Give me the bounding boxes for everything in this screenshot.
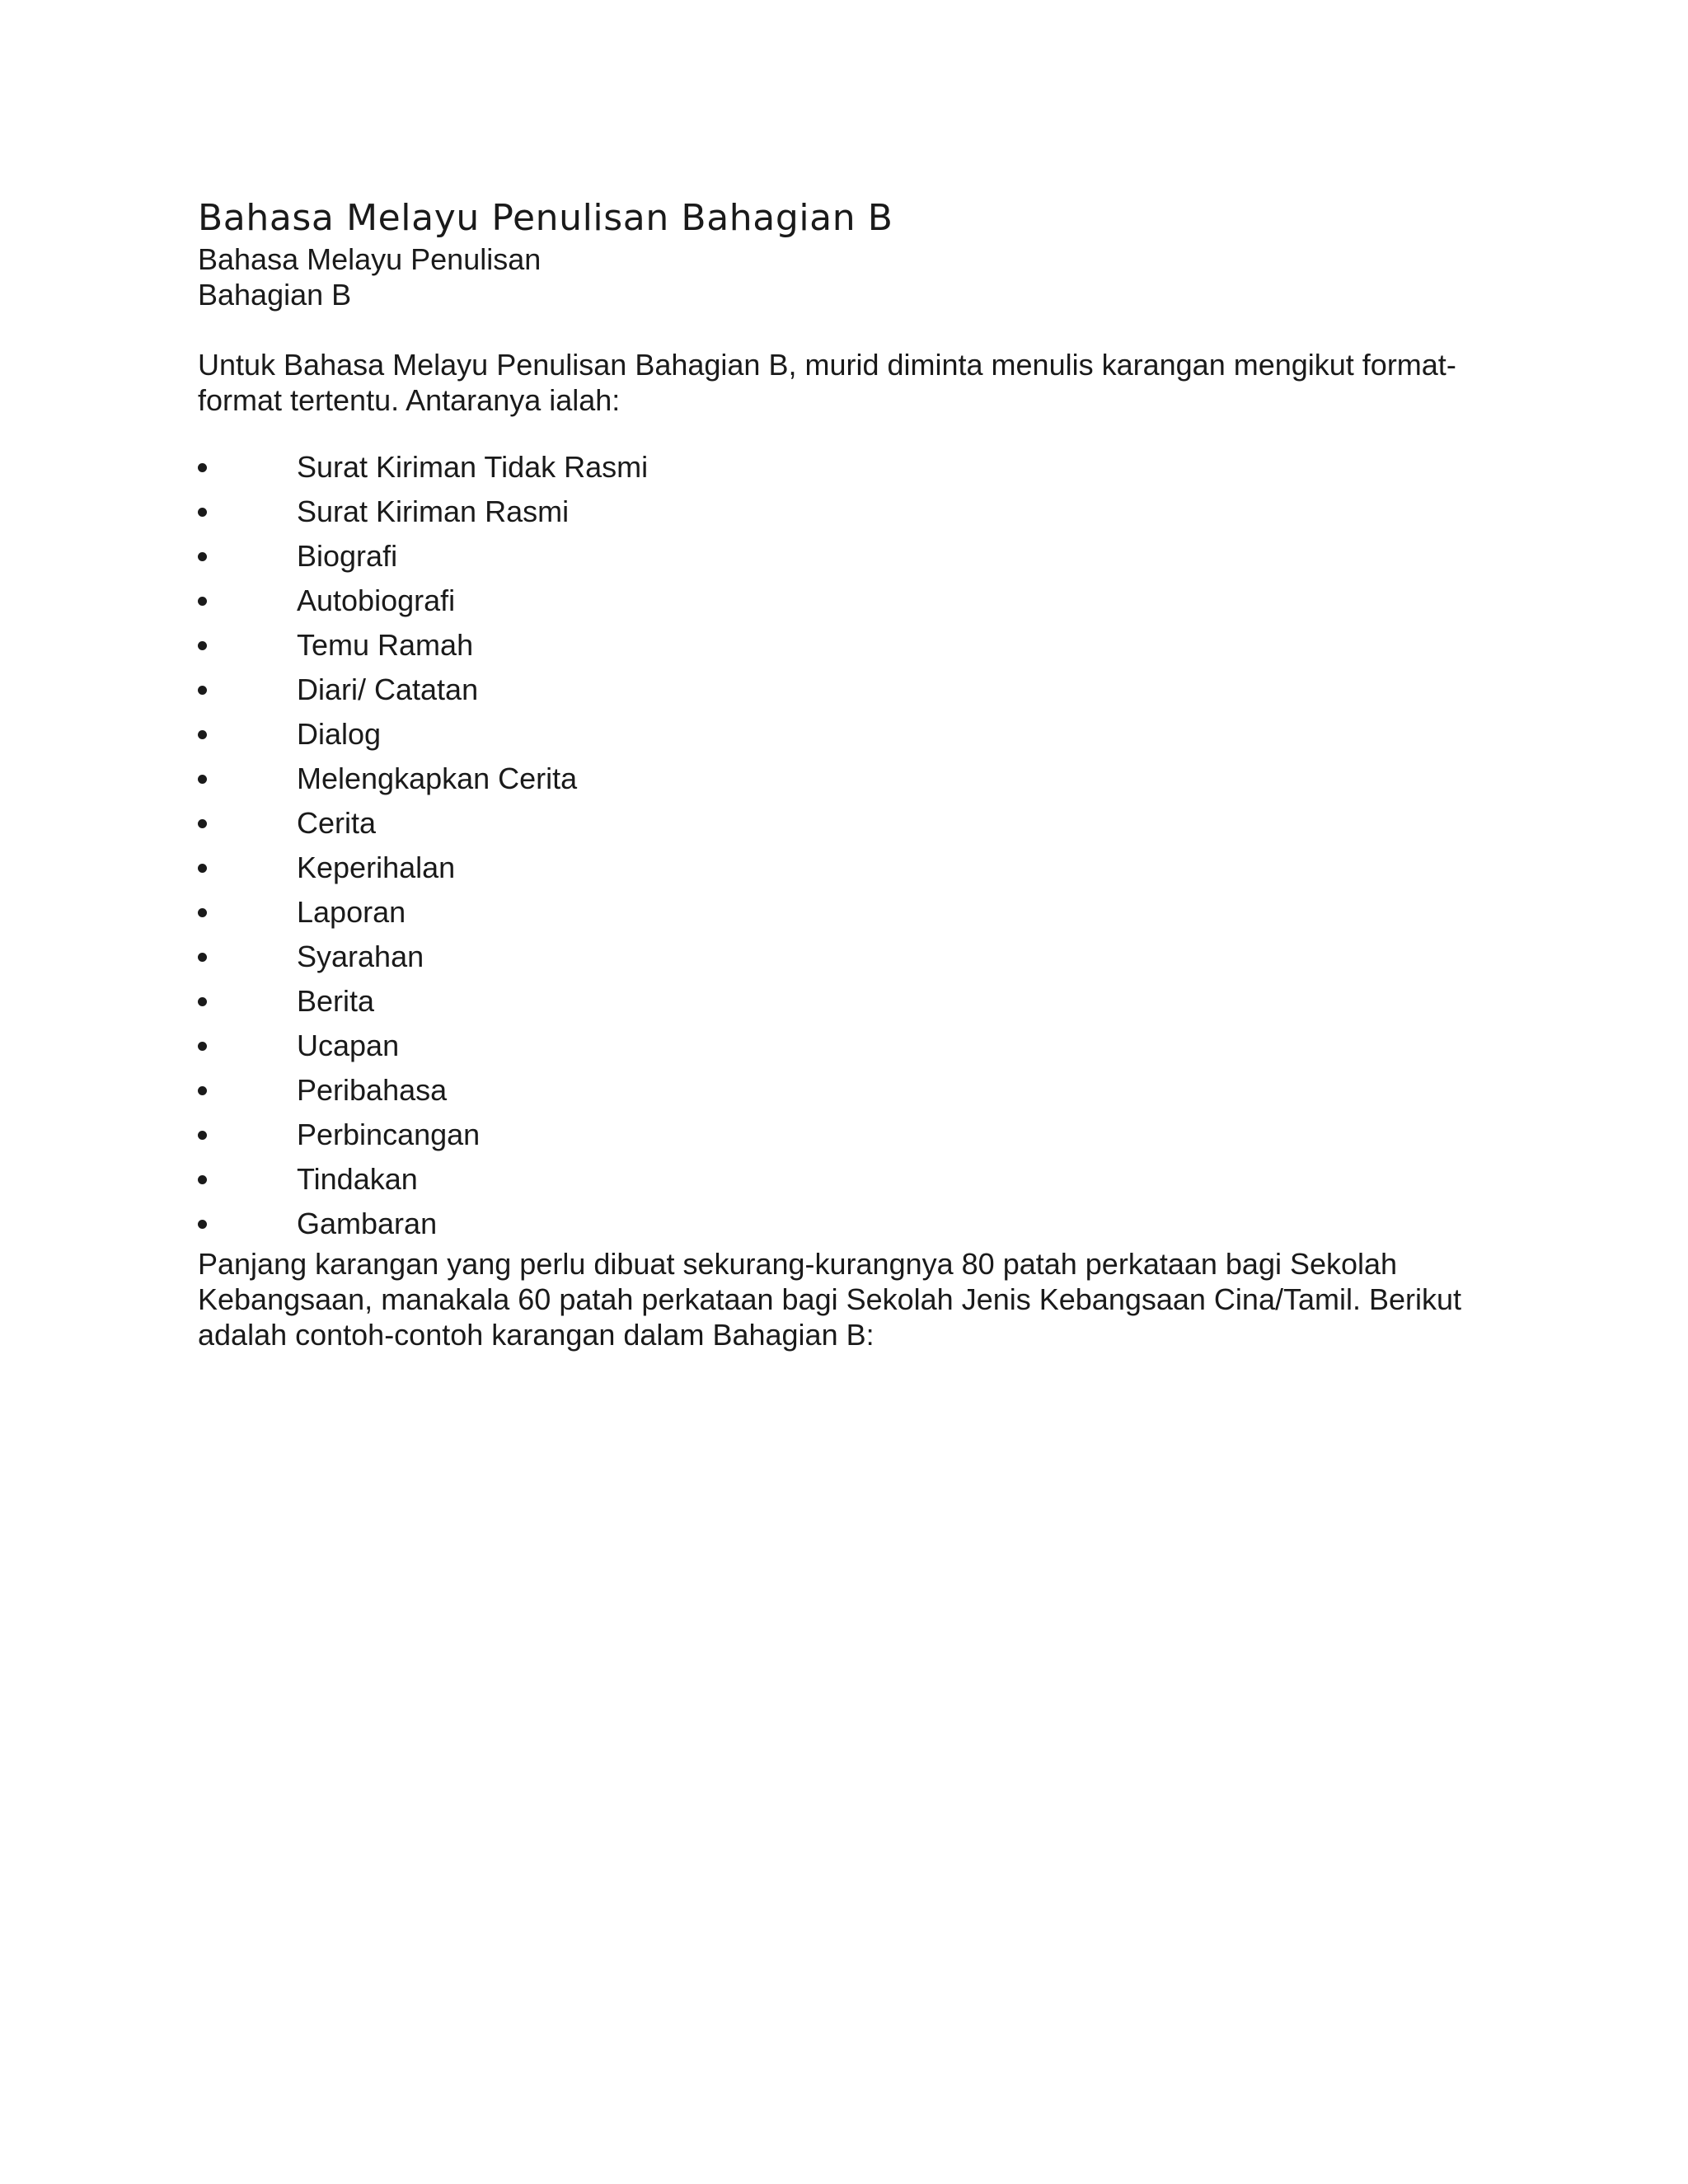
bullet-icon — [198, 819, 207, 828]
bullet-icon — [198, 1220, 207, 1229]
closing-line: adalah contoh-contoh karangan dalam Bahagian B: — [198, 1318, 874, 1352]
list-item-label: Gambaran — [297, 1207, 438, 1240]
bullet-icon — [198, 463, 207, 472]
list-item-label: Cerita — [297, 806, 377, 840]
bullet-icon — [198, 597, 207, 606]
list-item-label: Berita — [297, 984, 375, 1018]
list-item-label: Melengkapkan Cerita — [297, 762, 578, 795]
bullet-icon — [198, 1131, 207, 1140]
bullet-icon — [198, 1175, 207, 1184]
list-item-label: Peribahasa — [297, 1073, 448, 1107]
bullet-icon — [198, 641, 207, 650]
list-item-label: Biografi — [297, 539, 398, 573]
list-item-label: Keperihalan — [297, 851, 456, 884]
list-item-label: Surat Kiriman Rasmi — [297, 494, 570, 528]
bullet-icon — [198, 686, 207, 695]
bullet-icon — [198, 775, 207, 784]
subtitle-line: Bahagian B — [198, 278, 352, 312]
bullet-icon — [198, 908, 207, 917]
subtitle-line: Bahasa Melayu Penulisan — [198, 242, 542, 276]
list-item-label: Diari/ Catatan — [297, 673, 479, 706]
list-item-label: Surat Kiriman Tidak Rasmi — [297, 450, 649, 484]
list-item-label: Laporan — [297, 895, 406, 929]
list-item-label: Tindakan — [297, 1162, 418, 1196]
list-item-label: Autobiografi — [297, 583, 456, 617]
closing-line: Panjang karangan yang perlu dibuat sekurang-kurangnya 80 patah perkataan bagi Sekolah — [198, 1247, 1398, 1281]
intro-paragraph — [198, 347, 1517, 418]
bullet-icon — [198, 953, 207, 962]
subtitle — [198, 241, 541, 312]
bullet-icon — [198, 997, 207, 1006]
bullet-icon — [198, 1086, 207, 1095]
list-item-label: Dialog — [297, 717, 382, 751]
closing-paragraph — [198, 1246, 1533, 1352]
bullet-icon — [198, 864, 207, 873]
list-item-label: Temu Ramah — [297, 628, 474, 662]
bullet-icon — [198, 1042, 207, 1051]
list-item-label: Perbincangan — [297, 1118, 481, 1151]
page-title: Bahasa Melayu Penulisan Bahagian B — [198, 197, 893, 239]
closing-line: Kebangsaan, manakala 60 patah perkataan bagi Sekolah Jenis Kebangsaan Cina/Tamil. Berikut — [198, 1282, 1462, 1316]
list-item-label: Ucapan — [297, 1029, 400, 1062]
list-item-label: Syarahan — [297, 940, 424, 973]
bullet-icon — [198, 508, 207, 517]
bullet-icon — [198, 730, 207, 739]
intro-line: Untuk Bahasa Melayu Penulisan Bahagian B, murid diminta menulis karangan mengikut format- — [198, 348, 1456, 382]
intro-line: format tertentu. Antaranya ialah: — [198, 383, 621, 417]
bullet-icon — [198, 552, 207, 561]
